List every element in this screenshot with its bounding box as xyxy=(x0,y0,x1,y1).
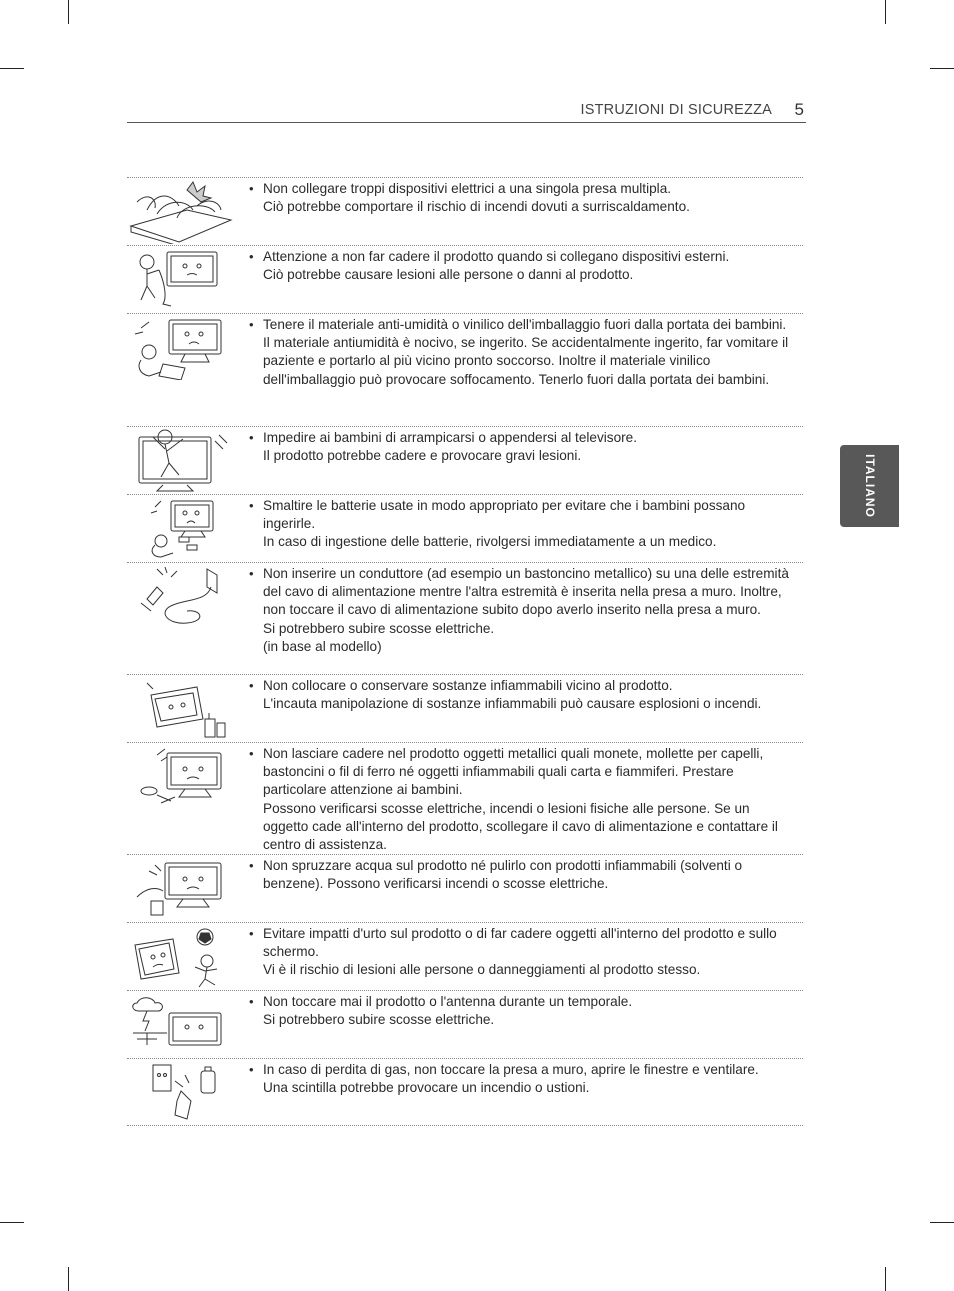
list-item: • Evitare impatti d'urto sul prodotto o di far cadere oggetti all'interno del prodotto e sullo schermo. Vi è il rischio di lesioni alle persone o danneggiamenti al prodotto stesso. xyxy=(127,922,803,990)
crop-mark xyxy=(0,1222,24,1223)
list-item: • Tenere il materiale anti-umidità o vinilico dell'imballaggio fuori dalla portata dei bambini. Il materiale antiumidità è nocivo, se ingerito. Se accidentalmente ingerito, far vomitare il paziente e portarlo al più vicino pronto soccorso. Inoltre il materiale vinilico dell'imballaggio può provocare soffocamento. Tenerlo fuori dalla portata dei bambini. xyxy=(127,313,803,426)
list-item: • Impedire ai bambini di arrampicarsi o appendersi al televisore. Il prodotto potrebbe cadere e provocare gravi lesioni. xyxy=(127,426,803,494)
crop-mark xyxy=(885,0,886,24)
list-item: • Non spruzzare acqua sul prodotto né pulirlo con prodotti infiammabili (solventi o benzene). Possono verificarsi incendi o scosse elettriche. xyxy=(127,854,803,922)
list-item: • Non lasciare cadere nel prodotto oggetti metallici quali monete, mollette per capelli, bastoncini o fil di ferro né oggetti infiammabili quali carta e fiammiferi. Prestare particolare attenzione ai bambini. Possono verificarsi scosse elettriche, incendi o lesioni fisiche alle persone. Se un oggetto cade all'interno del prodotto, scollegare il cavo di alimentazione e contattare il centro di assistenza. xyxy=(127,742,803,854)
item-paragraph: Non spruzzare acqua sul prodotto né pulirlo con prodotti infiammabili (solventi o benzene). Possono verificarsi incendi o scosse elettriche. xyxy=(263,858,743,892)
item-paragraph: Non lasciare cadere nel prodotto oggetti metallici quali monete, mollette per capelli, bastoncini o fil di ferro né oggetti infiammabili quali carta e fiammiferi. Prestare particolare attenzione ai bambini. xyxy=(263,746,764,798)
item-paragraph: Impedire ai bambini di arrampicarsi o appendersi al televisore. xyxy=(263,430,638,445)
water-spray-icon xyxy=(127,857,233,921)
crop-mark xyxy=(885,1267,886,1291)
item-paragraph: Ciò potrebbe comportare il rischio di incendi dovuti a surriscaldamento. xyxy=(263,199,690,215)
item-paragraph: Tenere il materiale anti-umidità o vinilico dell'imballaggio fuori dalla portata dei bambini. xyxy=(263,317,787,332)
item-paragraph: L'incauta manipolazione di sostanze infiammabili può causare esplosioni o incendi. xyxy=(263,696,762,712)
item-paragraph: Il prodotto potrebbe cadere e provocare gravi lesioni. xyxy=(263,448,582,464)
item-paragraph: Non collocare o conservare sostanze infiammabili vicino al prodotto. xyxy=(263,678,673,693)
item-paragraph: Non toccare mai il prodotto o l'antenna durante un temporale. xyxy=(263,994,633,1009)
item-paragraph: Evitare impatti d'urto sul prodotto o di far cadere oggetti all'interno del prodotto e sullo schermo. xyxy=(263,926,777,960)
power-cord-conductor-icon xyxy=(127,565,233,629)
page-number: 5 xyxy=(794,100,804,119)
list-item: • Non collocare o conservare sostanze infiammabili vicino al prodotto. L'incauta manipolazione di sostanze infiammabili può causare esplosioni o incendi. xyxy=(127,674,803,742)
power-strip-overload-icon xyxy=(127,180,233,244)
flammable-substance-icon xyxy=(127,677,233,741)
list-item: • Attenzione a non far cadere il prodotto quando si collegano dispositivi esterni. Ciò potrebbe causare lesioni alle persone o danni al prodotto. xyxy=(127,245,803,313)
item-paragraph: Si potrebbero subire scosse elettriche. xyxy=(263,1012,495,1028)
item-paragraph: In caso di perdita di gas, non toccare la presa a muro, aprire le finestre e ventilare. xyxy=(263,1062,759,1077)
language-tab-label: ITALIANO xyxy=(862,454,877,518)
crop-mark xyxy=(68,1267,69,1291)
crop-mark xyxy=(930,68,954,69)
crop-mark xyxy=(0,68,24,69)
list-item: • Smaltire le batterie usate in modo appropriato per evitare che i bambini possano ingerirle. In caso di ingestione delle batterie, rivolgersi immediatamente a un medico. xyxy=(127,494,803,562)
item-paragraph: Si potrebbero subire scosse elettriche. xyxy=(263,620,495,636)
language-tab xyxy=(840,445,899,527)
child-climbing-tv-icon xyxy=(127,429,233,493)
list-item: • Non collegare troppi dispositivi elettrici a una singola presa multipla. Ciò potrebbe comportare il rischio di incendi dovuti a surriscaldamento. xyxy=(127,177,803,245)
section-title: ISTRUZIONI DI SICUREZZA xyxy=(580,102,772,118)
ball-impact-icon xyxy=(127,925,233,989)
item-paragraph: Possono verificarsi scosse elettriche, incendi o lesioni fisiche alle persone. Se un oggetto cade all'interno del prodotto, scollegare il cavo di alimentazione e contattare il centro di assistenza. xyxy=(263,800,778,853)
item-paragraph: Attenzione a non far cadere il prodotto quando si collegano dispositivi esterni. xyxy=(263,249,730,264)
child-pulling-cable-icon xyxy=(127,248,233,312)
child-battery-icon xyxy=(127,497,233,561)
item-paragraph: Il materiale antiumidità è nocivo, se ingerito. Se accidentalmente ingerito, far vomitare il paziente e portarlo al più vicino pronto soccorso. Inoltre il materiale vinilico dell'imballaggio può provocare soffocamento. Tenerlo fuori dalla portata dei bambini. xyxy=(263,335,789,387)
crop-mark xyxy=(68,0,69,24)
thunderstorm-icon xyxy=(127,993,233,1057)
item-paragraph: In caso di ingestione delle batterie, rivolgersi immediatamente a un medico. xyxy=(263,534,717,550)
child-packaging-icon xyxy=(127,316,233,380)
gas-leak-icon xyxy=(127,1061,233,1125)
crop-mark xyxy=(930,1222,954,1223)
metal-objects-icon xyxy=(127,745,233,809)
item-paragraph: Non inserire un conduttore (ad esempio un bastoncino metallico) su una delle estremità del cavo di alimentazione mentre l'altra estremità è inserita nella presa a muro. Inoltre, non toccare il cavo di alimentazione subito dopo averlo inserito nella presa a muro. xyxy=(263,566,789,618)
page-header xyxy=(127,100,806,123)
safety-list xyxy=(127,177,803,1126)
item-paragraph: Smaltire le batterie usate in modo appropriato per evitare che i bambini possano ingerirle. xyxy=(263,498,746,532)
item-paragraph: Vi è il rischio di lesioni alle persone o danneggiamenti al prodotto stesso. xyxy=(263,962,701,978)
item-paragraph: Una scintilla potrebbe provocare un incendio o ustioni. xyxy=(263,1080,590,1096)
list-item: • Non toccare mai il prodotto o l'antenna durante un temporale. Si potrebbero subire scosse elettriche. xyxy=(127,990,803,1058)
list-item: • Non inserire un conduttore (ad esempio un bastoncino metallico) su una delle estremità del cavo di alimentazione mentre l'altra estremità è inserita nella presa a muro. Inoltre, non toccare il cavo di alimentazione subito dopo averlo inserito nella presa a muro. Si potrebbero subire scosse elettriche. (in base al modello) xyxy=(127,562,803,674)
item-paragraph: Ciò potrebbe causare lesioni alle persone o danni al prodotto. xyxy=(263,267,634,283)
list-item: • In caso di perdita di gas, non toccare la presa a muro, aprire le finestre e ventilare. Una scintilla potrebbe provocare un incendio o ustioni. xyxy=(127,1058,803,1126)
item-paragraph: (in base al modello) xyxy=(263,638,382,654)
item-paragraph: Non collegare troppi dispositivi elettrici a una singola presa multipla. xyxy=(263,181,672,196)
